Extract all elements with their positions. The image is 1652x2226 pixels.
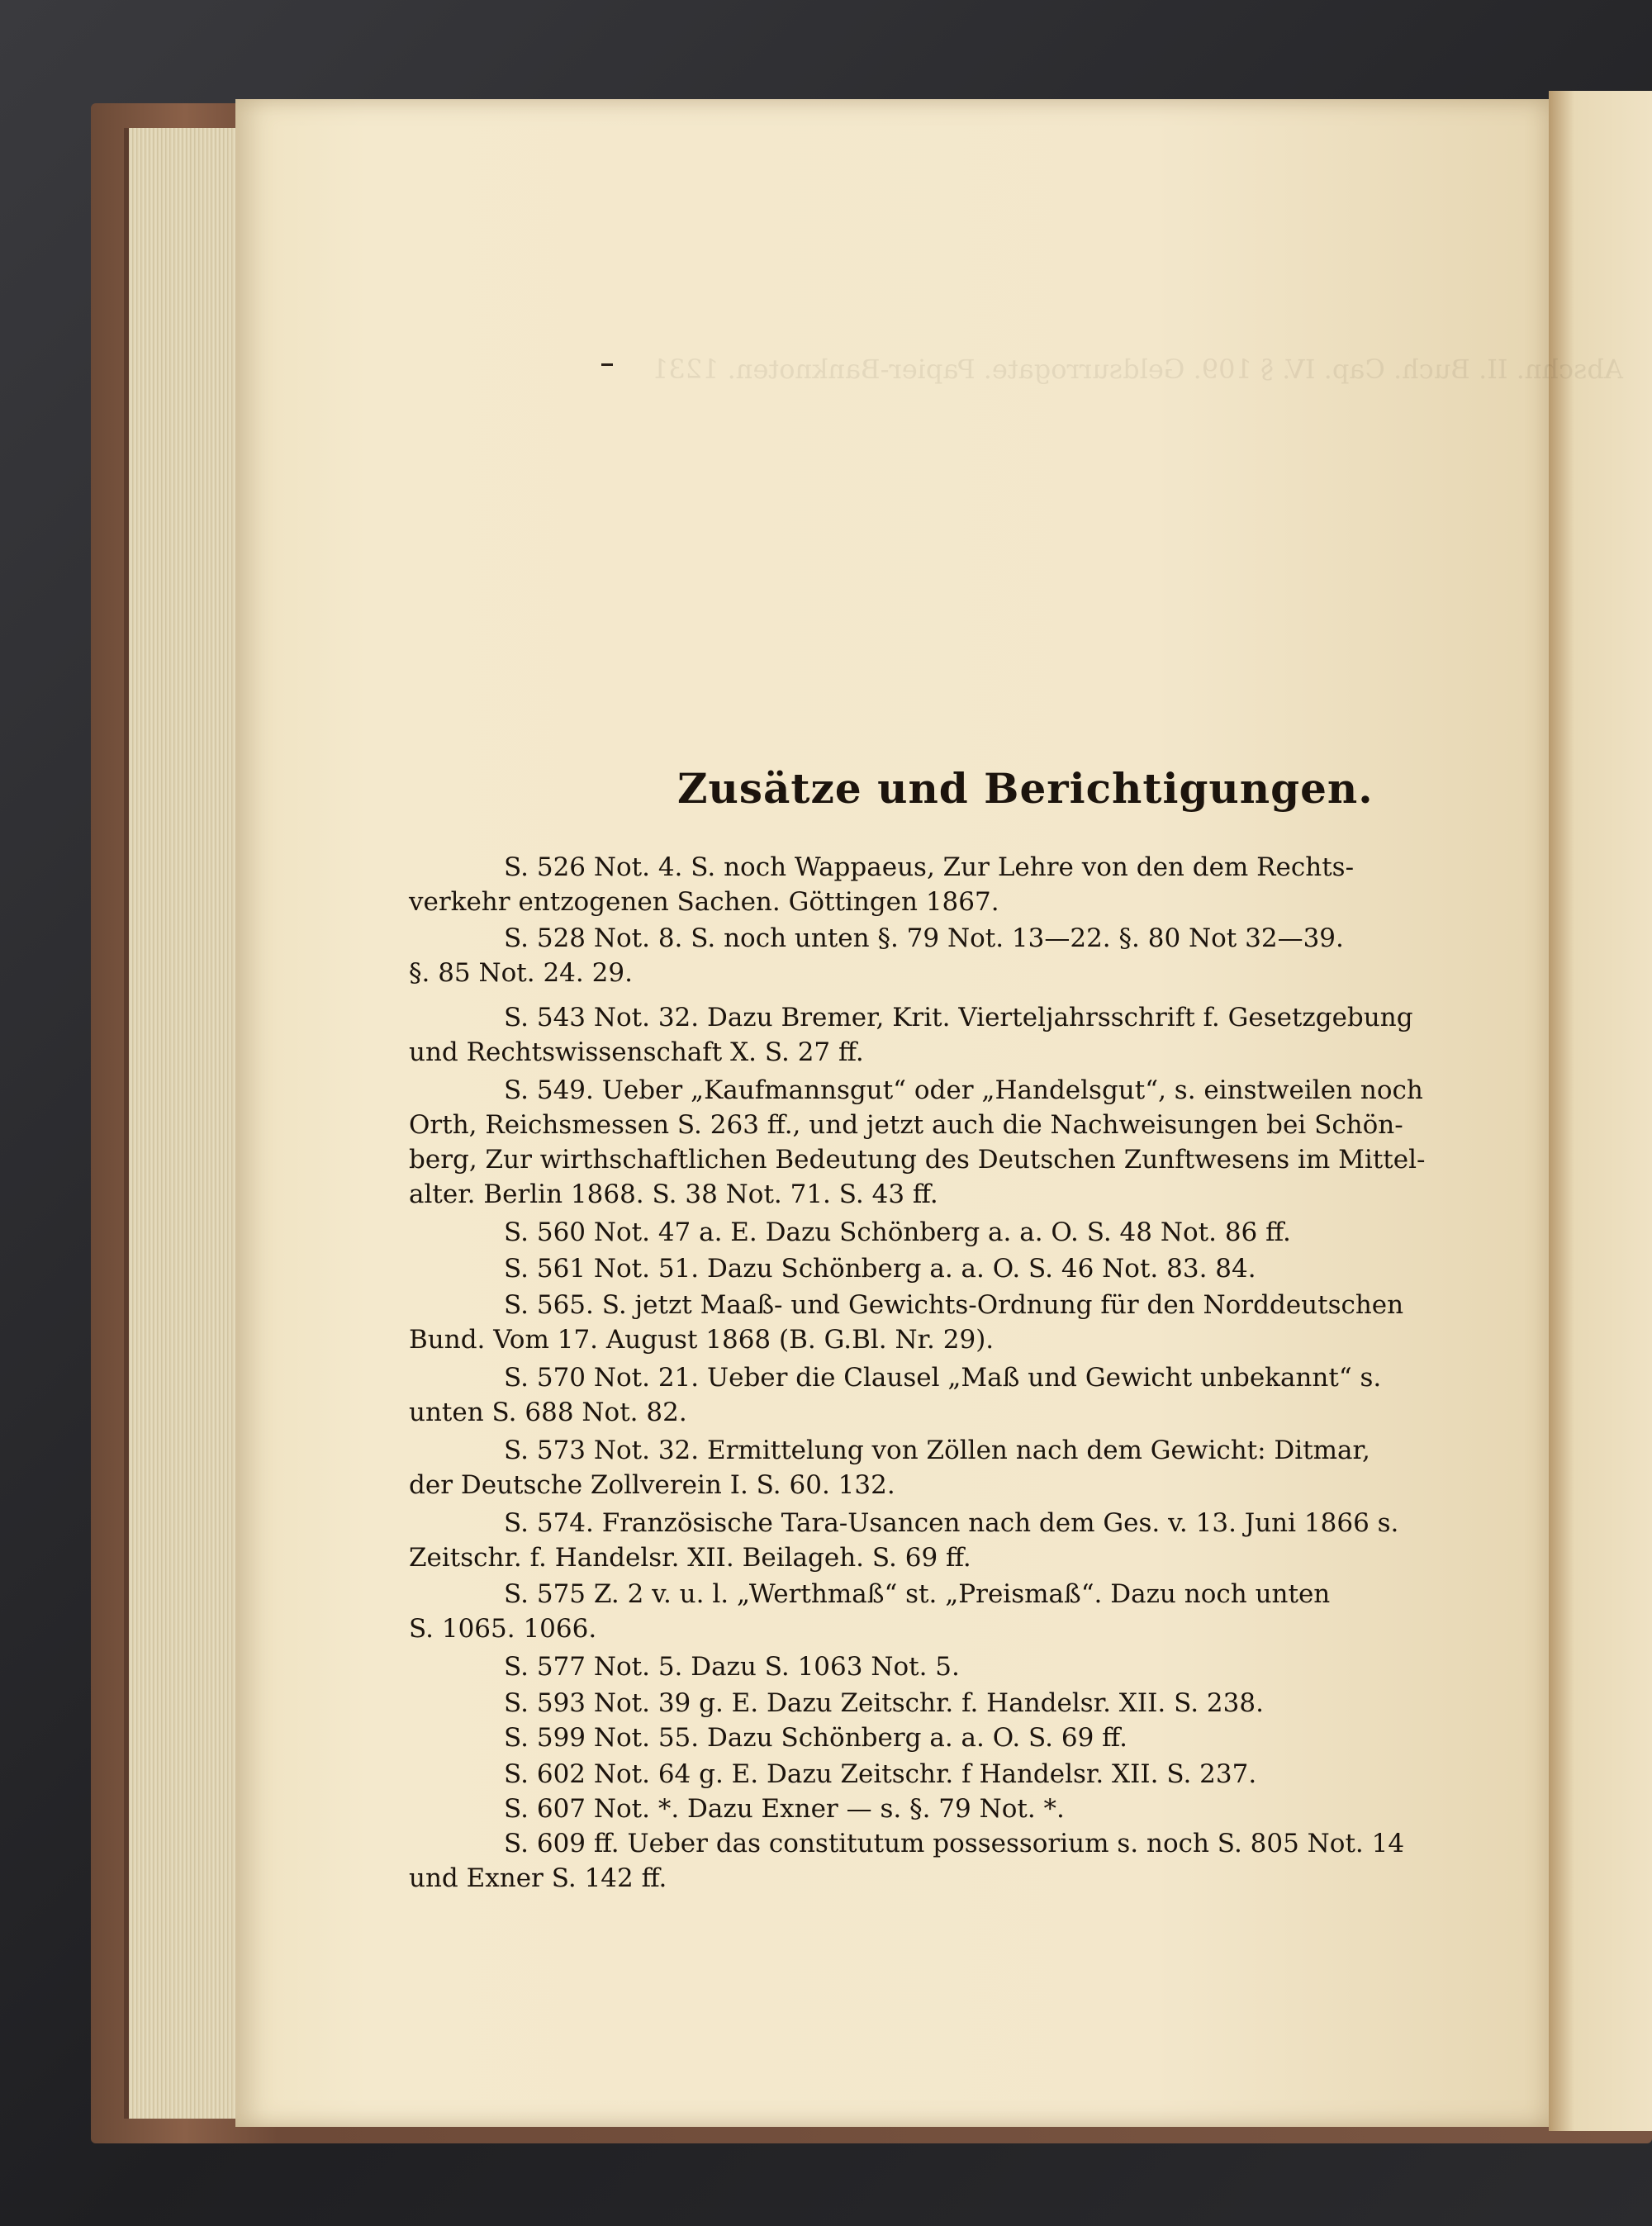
entry-line: S. 528 Not. 8. S. noch unten §. 79 Not. 13—22. §. 80 Not 32—39. [504,923,1344,953]
entry-line: der Deutsche Zollverein I. S. 60. 132. [409,1470,895,1500]
page-title: Zusätze und Berichtigungen. [677,764,1374,813]
entry-line: berg, Zur wirthschaftlichen Bedeutung des Deutschen Zunftwesens im Mittel- [409,1145,1426,1175]
page-edges [124,128,244,2119]
entry-line: verkehr entzogenen Sachen. Göttingen 1867. [409,887,999,917]
entry-line: S. 1065. 1066. [409,1614,597,1644]
entry-line: S. 526 Not. 4. S. noch Wappaeus, Zur Lehre von den dem Rechts- [504,852,1355,882]
entry-line: S. 549. Ueber „Kaufmannsgut“ oder „Handelsgut“, s. einstweilen noch [504,1075,1423,1105]
entry-line: S. 599 Not. 55. Dazu Schönberg a. a. O. S. 69 ff. [504,1723,1127,1753]
entry-line: S. 560 Not. 47 a. E. Dazu Schönberg a. a. O. S. 48 Not. 86 ff. [504,1217,1291,1247]
entry-line: S. 573 Not. 32. Ermittelung von Zöllen nach dem Gewicht: Ditmar, [504,1436,1370,1465]
bleed-through-text: Abschn. II. Buch. Cap. IV. § 109. Geldsurrogate. Papier-Banknoten. 1231 [651,354,1623,385]
entry-line: S. 607 Not. *. Dazu Exner — s. §. 79 Not. *. [504,1794,1065,1824]
entry-line: Orth, Reichsmessen S. 263 ff., und jetzt auch die Nachweisungen bei Schön- [409,1110,1403,1140]
entry-line: S. 565. S. jetzt Maaß- und Gewichts-Ordnung für den Norddeutschen [504,1290,1404,1320]
entry-line: S. 574. Französische Tara-Usancen nach dem Ges. v. 13. Juni 1866 s. [504,1508,1399,1538]
entry-line: S. 593 Not. 39 g. E. Dazu Zeitschr. f. Handelsr. XII. S. 238. [504,1688,1264,1718]
entry-line: S. 602 Not. 64 g. E. Dazu Zeitschr. f Handelsr. XII. S. 237. [504,1759,1257,1789]
entry-line: S. 575 Z. 2 v. u. l. „Werthmaß“ st. „Preismaß“. Dazu noch unten [504,1579,1331,1609]
entry-line: S. 577 Not. 5. Dazu S. 1063 Not. 5. [504,1652,960,1682]
entry-line: §. 85 Not. 24. 29. [409,958,633,988]
entry-line: S. 543 Not. 32. Dazu Bremer, Krit. Vierteljahrsschrift f. Gesetzgebung [504,1003,1413,1032]
entry-line: und Rechtswissenschaft X. S. 27 ff. [409,1037,864,1067]
entry-line: alter. Berlin 1868. S. 38 Not. 71. S. 43 ff. [409,1179,938,1209]
entry-line: und Exner S. 142 ff. [409,1863,667,1893]
entry-line: S. 570 Not. 21. Ueber die Clausel „Maß und Gewicht unbekannt“ s. [504,1363,1382,1393]
stray-mark [601,363,613,366]
entry-line: S. 561 Not. 51. Dazu Schönberg a. a. O. S. 46 Not. 83. 84. [504,1254,1256,1284]
entry-line: S. 609 ff. Ueber das constitutum possessorium s. noch S. 805 Not. 14 [504,1829,1405,1858]
entry-line: unten S. 688 Not. 82. [409,1398,687,1427]
entry-line: Bund. Vom 17. August 1868 (B. G.Bl. Nr. 29). [409,1325,995,1355]
entry-line: Zeitschr. f. Handelsr. XII. Beilageh. S. 69 ff. [409,1543,971,1573]
